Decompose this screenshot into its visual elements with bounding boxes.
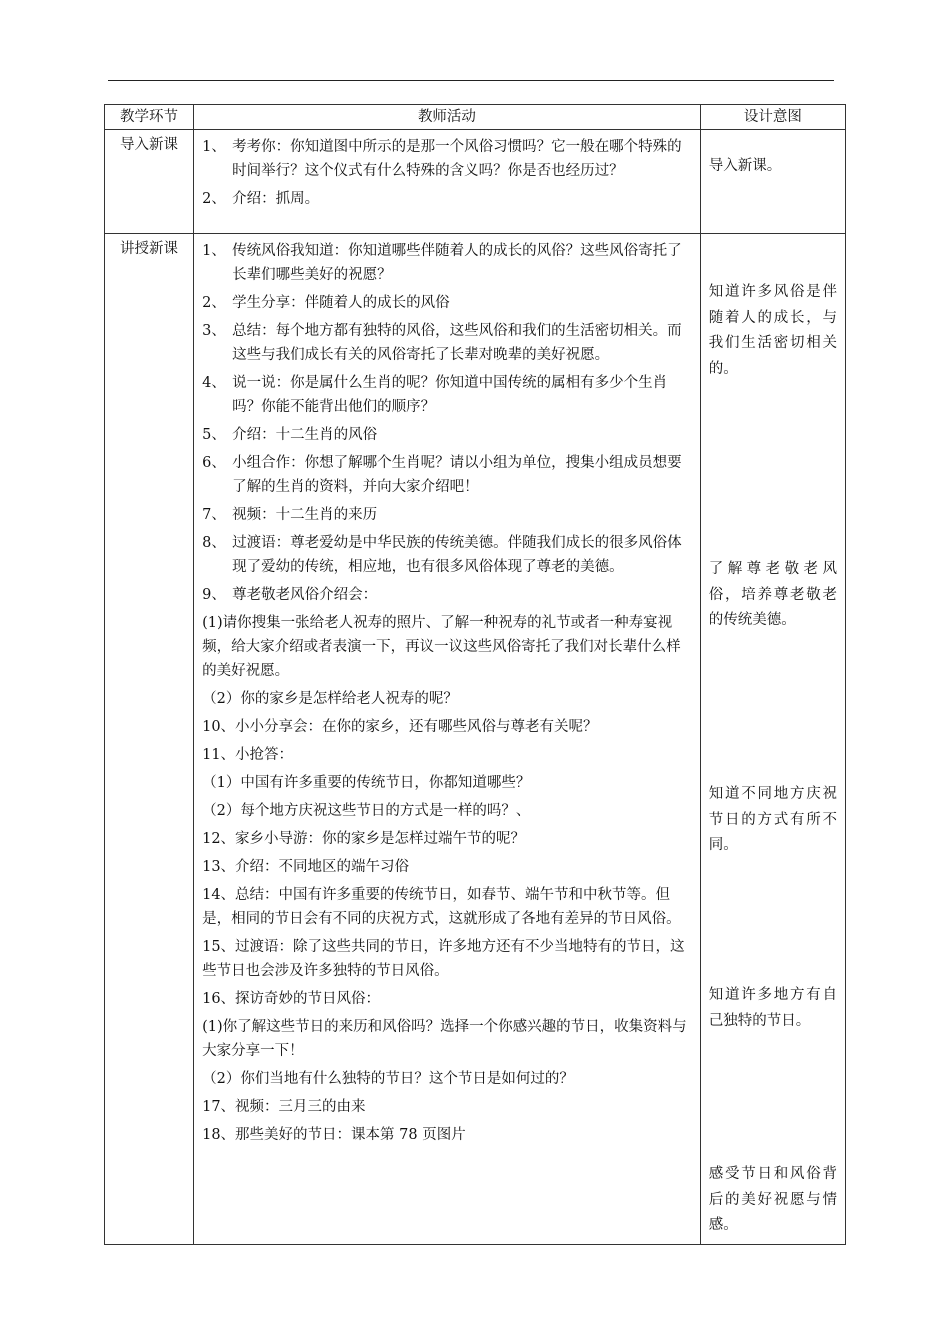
activity-item: 16、探访奇妙的节日风俗：	[202, 991, 381, 1007]
activity-item: 12、家乡小导游：你的家乡是怎样过端午节的呢？	[202, 831, 526, 847]
activity-item: 2、 介绍：抓周。	[202, 191, 320, 207]
activity-item: 3、 总结：每个地方都有独特的风俗，这些风俗和我们的生活密切相关。而这些与我们成长有关的风俗寄托了长辈对晚辈的美好祝愿。	[202, 323, 682, 363]
activity-item: 4、 说一说：你是属什么生肖的呢？你知道中国传统的属相有多少个生肖吗？你能不能背出他们的顺序？	[202, 375, 668, 415]
table-header-row	[105, 105, 846, 130]
activity-item: (1)你了解这些节日的来历和风俗吗？选择一个你感兴趣的节日，收集资料与大家分享一下！	[202, 1019, 687, 1059]
activity-item: 7、 视频：十二生肖的来历	[202, 507, 378, 523]
activity-item: 1、 考考你：你知道图中所示的是那一个风俗习惯吗？它一般在哪个特殊的时间举行？这个仪式有什么特殊的含义吗？你是否也经历过？	[202, 139, 682, 179]
header-rule	[108, 80, 834, 81]
activity-item: 11、小抢答：	[202, 747, 294, 763]
activity-item: 18、那些美好的节日：课本第 78 页图片	[202, 1127, 466, 1143]
activity-item: 13、介绍：不同地区的端午习俗	[202, 859, 410, 875]
activity-item: 5、 介绍：十二生肖的风俗	[202, 427, 378, 443]
activity-item: 6、 小组合作：你想了解哪个生肖呢？请以小组为单位，搜集小组成员想要了解的生肖的资料，并向大家介绍吧！	[202, 455, 682, 495]
section-cell: 讲授新课	[105, 234, 194, 1245]
activity-item: 1、 传统风俗我知道：你知道哪些伴随着人的成长的风俗？这些风俗寄托了长辈们哪些美好的祝愿？	[202, 243, 682, 283]
activity-item: （2）你们当地有什么独特的节日？这个节日是如何过的？	[202, 1071, 574, 1087]
intent-cell	[700, 130, 845, 234]
activity-cell	[194, 234, 701, 1245]
intent-cell	[700, 234, 845, 1245]
activity-item: 10、小小分享会：在你的家乡，还有哪些风俗与尊老有关呢？	[202, 719, 598, 735]
activity-item: （2）每个地方庆祝这些节日的方式是一样的吗？、	[202, 803, 531, 819]
activity-item: 9、 尊老敬老风俗介绍会：	[202, 587, 378, 603]
activity-item: 14、总结：中国有许多重要的传统节日，如春节、端午节和中秋节等。但是，相同的节日会有不同的庆祝方式，这就形成了各地有差异的节日风俗。	[202, 887, 681, 927]
lesson-plan-table	[104, 104, 846, 1245]
row-teaching	[105, 234, 846, 1245]
intent-text: 感受节日和风俗背后的美好祝愿与情感。	[708, 1166, 837, 1233]
activity-item: 2、 学生分享：伴随着人的成长的风俗	[202, 295, 450, 311]
activity-item: （2）你的家乡是怎样给老人祝寿的呢？	[202, 691, 458, 707]
intent-text: 知道不同地方庆祝节日的方式有所不同。	[708, 786, 837, 853]
row-intro	[105, 130, 846, 234]
intent-text: 了解尊老敬老风俗，培养尊老敬老的传统美德。	[708, 561, 837, 628]
header-section: 教学环节	[105, 105, 194, 130]
activity-item: 8、 过渡语：尊老爱幼是中华民族的传统美德。伴随我们成长的很多风俗体现了爱幼的传统，相应地，也有很多风俗体现了尊老的美德。	[202, 535, 682, 575]
activity-item: 17、视频：三月三的由来	[202, 1099, 366, 1115]
intent-text: 导入新课。	[708, 158, 782, 174]
header-activity: 教师活动	[194, 105, 701, 130]
header-intent: 设计意图	[700, 105, 845, 130]
section-cell: 导入新课	[105, 130, 194, 234]
intent-text: 知道许多风俗是伴随着人的成长，与我们生活密切相关的。	[708, 284, 837, 377]
activity-item: （1）中国有许多重要的传统节日，你都知道哪些？	[202, 775, 531, 791]
activity-cell	[194, 130, 701, 234]
activity-item: (1)请你搜集一张给老人祝寿的照片、了解一种祝寿的礼节或者一种寿宴视频，给大家介绍或者表演一下，再议一议这些风俗寄托了我们对长辈什么样的美好祝愿。	[202, 615, 681, 679]
activity-item: 15、过渡语：除了这些共同的节日，许多地方还有不少当地特有的节日，这些节日也会涉及许多独特的节日风俗。	[202, 939, 685, 979]
intent-text: 知道许多地方有自己独特的节日。	[708, 987, 837, 1029]
